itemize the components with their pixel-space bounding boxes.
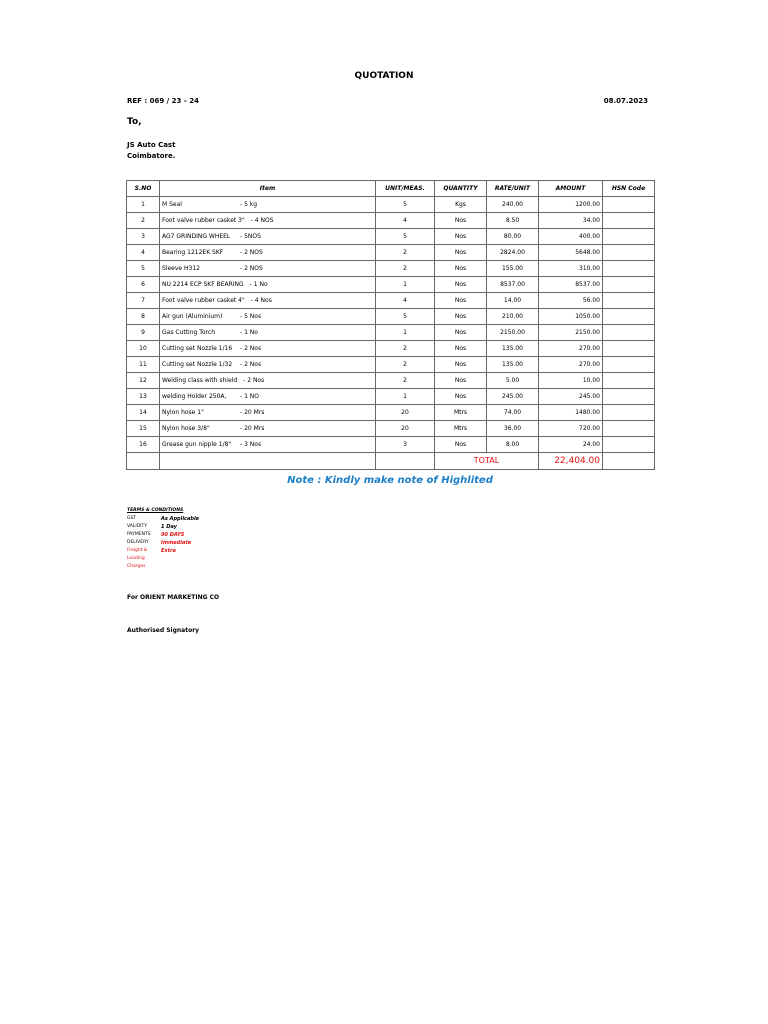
cell-amount: 24.00	[539, 437, 603, 453]
cell-item	[160, 389, 376, 405]
cell-item	[160, 277, 376, 293]
table-row	[127, 357, 655, 373]
cell-unit: 4	[376, 213, 435, 229]
cell-unit: 5	[376, 309, 435, 325]
item-qty: - 5 kg	[240, 201, 258, 208]
table-row	[127, 213, 655, 229]
cell-hsn	[603, 277, 655, 293]
cell-item	[160, 405, 376, 421]
cell-hsn	[603, 421, 655, 437]
cell-quantity: Mtrs	[435, 405, 487, 421]
cell-amount: 8537.00	[539, 277, 603, 293]
column-header-unit: UNIT/MEAS.	[376, 181, 435, 197]
term-row	[127, 531, 199, 539]
cell-rate: 245.00	[487, 389, 539, 405]
term-key: GST	[127, 516, 137, 521]
table-row	[127, 229, 655, 245]
cell-quantity: Nos	[435, 261, 487, 277]
item-qty: - 3 Nos	[240, 441, 262, 448]
item-name: Bearing 1212EK SKF	[162, 249, 224, 256]
cell-hsn	[603, 357, 655, 373]
customer-city: Coimbatore.	[127, 152, 176, 160]
cell-quantity: Nos	[435, 373, 487, 389]
column-header-sno: S.NO	[127, 181, 160, 197]
total-empty-cell	[127, 453, 160, 470]
cell-hsn	[603, 341, 655, 357]
table-row	[127, 261, 655, 277]
item-qty: - 2 Nos	[243, 377, 265, 384]
item-qty: - 2 Nos	[240, 361, 262, 368]
column-header-item: Item	[160, 181, 376, 197]
cell-sno: 6	[127, 277, 160, 293]
cell-item	[160, 245, 376, 261]
authorised-signatory: Authorised Signatory	[127, 627, 200, 634]
term-value: Immediate	[161, 540, 192, 546]
term-value: As Applicable	[161, 516, 200, 522]
cell-sno: 9	[127, 325, 160, 341]
cell-rate: 14.00	[487, 293, 539, 309]
cell-sno: 13	[127, 389, 160, 405]
cell-unit: 2	[376, 341, 435, 357]
item-name: Cutting set Nozzle 1/16	[162, 345, 233, 352]
table-row	[127, 277, 655, 293]
cell-sno: 14	[127, 405, 160, 421]
total-row	[127, 453, 655, 470]
cell-hsn	[603, 261, 655, 277]
cell-item	[160, 229, 376, 245]
cell-item	[160, 373, 376, 389]
cell-rate: 2824.00	[487, 245, 539, 261]
cell-unit: 2	[376, 245, 435, 261]
cell-amount: 1480.00	[539, 405, 603, 421]
term-row	[127, 515, 199, 523]
total-empty-cell	[160, 453, 376, 470]
cell-rate: 155.00	[487, 261, 539, 277]
table-row	[127, 389, 655, 405]
total-empty-cell	[603, 453, 655, 470]
cell-quantity: Nos	[435, 437, 487, 453]
cell-rate: 210.00	[487, 309, 539, 325]
cell-quantity: Nos	[435, 389, 487, 405]
term-value: 90 DAYS	[161, 532, 185, 538]
quotation-table	[126, 180, 655, 470]
table-row	[127, 373, 655, 389]
cell-quantity: Mtrs	[435, 421, 487, 437]
cell-sno: 5	[127, 261, 160, 277]
cell-amount: 56.00	[539, 293, 603, 309]
cell-hsn	[603, 405, 655, 421]
cell-item	[160, 293, 376, 309]
cell-rate: 135.00	[487, 341, 539, 357]
term-value: Extra	[161, 548, 176, 554]
cell-amount: 5648.00	[539, 245, 603, 261]
cell-item	[160, 325, 376, 341]
cell-unit: 3	[376, 437, 435, 453]
cell-amount: 34.00	[539, 213, 603, 229]
cell-amount: 270.00	[539, 357, 603, 373]
item-name: Welding class with shield	[162, 377, 238, 384]
item-name: Foot valve rubber casket 3"	[162, 217, 245, 224]
table-row	[127, 309, 655, 325]
cell-item	[160, 213, 376, 229]
cell-hsn	[603, 309, 655, 325]
cell-unit: 1	[376, 389, 435, 405]
item-name: Nylon hose 1"	[162, 409, 204, 416]
item-name: Nylon hose 3/8"	[162, 425, 210, 432]
item-name: Cutting set Nozzle 1/32	[162, 361, 233, 368]
item-qty: - 4 NOS	[250, 217, 274, 224]
term-row	[127, 539, 199, 547]
cell-sno: 1	[127, 197, 160, 213]
total-amount: 22,404.00	[539, 453, 603, 470]
cell-item	[160, 357, 376, 373]
term-key: PAYMENTS	[127, 532, 151, 537]
cell-quantity: Nos	[435, 341, 487, 357]
cell-item	[160, 437, 376, 453]
table-row	[127, 437, 655, 453]
item-name: Grease gun nipple 1/8"	[162, 441, 232, 448]
cell-unit: 2	[376, 261, 435, 277]
cell-sno: 10	[127, 341, 160, 357]
cell-sno: 3	[127, 229, 160, 245]
cell-rate: 135.00	[487, 357, 539, 373]
cell-sno: 2	[127, 213, 160, 229]
column-header-quantity: QUANTITY	[435, 181, 487, 197]
term-row	[127, 547, 199, 571]
column-header-hsn: HSN Code	[603, 181, 655, 197]
cell-amount: 1200.00	[539, 197, 603, 213]
cell-sno: 8	[127, 309, 160, 325]
column-header-rate: RATE/UNIT	[487, 181, 539, 197]
item-qty: - 20 Mrs	[240, 425, 265, 432]
cell-item	[160, 261, 376, 277]
recipient-salutation: To,	[127, 117, 142, 127]
cell-rate: 2150.00	[487, 325, 539, 341]
total-empty-cell	[376, 453, 435, 470]
cell-amount: 400.00	[539, 229, 603, 245]
term-key: VALIDITY	[127, 524, 147, 529]
cell-rate: 80.00	[487, 229, 539, 245]
table-row	[127, 325, 655, 341]
cell-rate: 36.00	[487, 421, 539, 437]
item-qty: - 2 NOS	[240, 265, 263, 272]
item-name: Gas Cutting Torch	[162, 329, 215, 336]
table-row	[127, 293, 655, 309]
cell-quantity: Nos	[435, 277, 487, 293]
cell-rate: 8.00	[487, 437, 539, 453]
cell-quantity: Nos	[435, 357, 487, 373]
cell-unit: 2	[376, 357, 435, 373]
item-qty: - 4 Nos	[250, 297, 272, 304]
table-body	[127, 197, 655, 453]
item-qty: - 1 No	[249, 281, 268, 288]
item-qty: - 1 No	[240, 329, 258, 336]
item-name: Sleeve H312	[162, 265, 200, 272]
cell-quantity: Nos	[435, 213, 487, 229]
table-row	[127, 421, 655, 437]
cell-unit: 1	[376, 277, 435, 293]
total-label: TOTAL	[435, 453, 539, 470]
cell-rate: 8.50	[487, 213, 539, 229]
table-header-row	[127, 181, 655, 197]
table-row	[127, 341, 655, 357]
column-header-amount: AMOUNT	[539, 181, 603, 197]
cell-unit: 5	[376, 229, 435, 245]
cell-hsn	[603, 325, 655, 341]
cell-sno: 16	[127, 437, 160, 453]
term-key: DELIVERY	[127, 540, 149, 545]
table-row	[127, 405, 655, 421]
cell-amount: 245.00	[539, 389, 603, 405]
table-row	[127, 245, 655, 261]
cell-amount: 270.00	[539, 341, 603, 357]
cell-sno: 7	[127, 293, 160, 309]
cell-hsn	[603, 229, 655, 245]
cell-rate: 240.00	[487, 197, 539, 213]
item-name: Air gun (Aluminium)	[162, 313, 223, 320]
highlight-note: Note : Kindly make note of Highlited	[287, 475, 493, 486]
cell-quantity: Nos	[435, 229, 487, 245]
item-qty: - 2 NOS	[240, 249, 263, 256]
item-name: Foot valve rubber casket 4"	[162, 297, 245, 304]
customer-name: JS Auto Cast	[127, 141, 176, 149]
item-name: welding Holder 250A,	[162, 393, 227, 400]
cell-quantity: Nos	[435, 245, 487, 261]
cell-unit: 5	[376, 197, 435, 213]
cell-sno: 15	[127, 421, 160, 437]
item-qty: - 1 NO	[240, 393, 260, 400]
term-row	[127, 523, 199, 531]
cell-item	[160, 341, 376, 357]
cell-hsn	[603, 373, 655, 389]
cell-sno: 12	[127, 373, 160, 389]
cell-amount: 10.00	[539, 373, 603, 389]
cell-amount: 1050.00	[539, 309, 603, 325]
item-qty: - 5 Nos	[240, 313, 262, 320]
cell-hsn	[603, 437, 655, 453]
cell-sno: 4	[127, 245, 160, 261]
cell-unit: 4	[376, 293, 435, 309]
terms-heading: TERMS & CONDITIONS	[127, 508, 184, 513]
reference-number: REF : 069 / 23 - 24	[127, 97, 199, 105]
quotation-date: 08.07.2023	[603, 97, 648, 105]
cell-hsn	[603, 245, 655, 261]
cell-unit: 2	[376, 373, 435, 389]
item-name: NU 2214 ECP SKF BEARING	[162, 281, 244, 288]
item-name: AG7 GRINDING WHEEL	[162, 233, 231, 240]
cell-sno: 11	[127, 357, 160, 373]
cell-amount: 2150.00	[539, 325, 603, 341]
cell-unit: 20	[376, 421, 435, 437]
cell-unit: 1	[376, 325, 435, 341]
cell-quantity: Kgs	[435, 197, 487, 213]
table-row	[127, 197, 655, 213]
company-signature-line: For ORIENT MARKETING CO	[127, 594, 220, 601]
cell-rate: 8537.00	[487, 277, 539, 293]
cell-rate: 74.00	[487, 405, 539, 421]
cell-hsn	[603, 213, 655, 229]
cell-item	[160, 421, 376, 437]
item-name: M Seal	[162, 201, 182, 208]
cell-item	[160, 197, 376, 213]
cell-quantity: Nos	[435, 309, 487, 325]
cell-amount: 310.00	[539, 261, 603, 277]
cell-quantity: Nos	[435, 325, 487, 341]
cell-rate: 5.00	[487, 373, 539, 389]
term-key: Freight & Loading Charges	[127, 548, 148, 569]
cell-unit: 20	[376, 405, 435, 421]
cell-quantity: Nos	[435, 293, 487, 309]
cell-hsn	[603, 389, 655, 405]
item-qty: - 2 Nos	[240, 345, 262, 352]
document-title: QUOTATION	[354, 71, 414, 81]
term-value: 1 Day	[161, 524, 177, 530]
item-qty: - 20 Mrs	[240, 409, 265, 416]
cell-item	[160, 309, 376, 325]
item-qty: - 5NOS	[240, 233, 261, 240]
terms-list	[127, 515, 199, 571]
cell-amount: 720.00	[539, 421, 603, 437]
cell-hsn	[603, 197, 655, 213]
cell-hsn	[603, 293, 655, 309]
